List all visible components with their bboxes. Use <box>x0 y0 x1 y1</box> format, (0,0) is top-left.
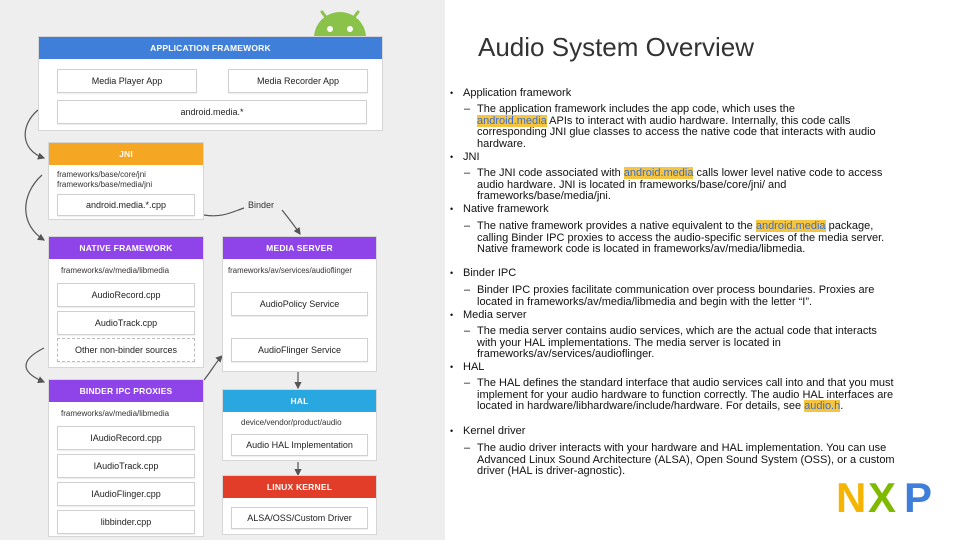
i-audio-track-cpp: IAudioTrack.cpp <box>57 454 195 478</box>
bullet-heading: Kernel driver <box>463 425 526 437</box>
bullet-heading: Application framework <box>463 87 572 99</box>
nxp-logo <box>836 474 944 516</box>
audio-record-cpp: AudioRecord.cpp <box>57 283 195 307</box>
jni-box <box>48 142 204 220</box>
linux-kernel-box <box>222 475 377 535</box>
sub-text: package, calling Binder IPC proxies to access the audio-specific services of the media server. Native framework code is located in frameworks/av/media/libmedia. <box>477 220 885 256</box>
native-framework-title: NATIVE FRAMEWORK <box>49 237 203 259</box>
sub-text: The application framework includes the app code, which uses the <box>477 103 795 115</box>
media-player-app: Media Player App <box>57 69 197 93</box>
sub-binder-ipc: – Binder IPC proxies facilitate communication over process boundaries. Proxies are located in frameworks/av/media/libmedia and begin with the letter “I”. <box>464 285 896 309</box>
sub-text: . <box>840 400 844 413</box>
native-framework-box <box>48 236 204 368</box>
sub-kernel-driver: – The audio driver interacts with your hardware and HAL implementation. You can use Advanced Linux Sound Architecture (ALSA), Open Sound System (OSS), or a custom driver (HAL is driver-agnostic). <box>464 442 895 478</box>
android-media-link[interactable]: android.media <box>477 114 547 127</box>
binder-ipc-path: frameworks/av/media/libmedia <box>61 409 170 418</box>
audio-architecture-diagram <box>0 0 445 540</box>
hal-box <box>222 389 377 461</box>
sub-jni: – The JNI code associated with android.media calls lower level native code to access audio hardware. JNI is located in frameworks/base/core/jni/ and frameworks/base/media/jni. <box>464 167 883 203</box>
audio-track-cpp: AudioTrack.cpp <box>57 311 195 335</box>
media-server-box <box>222 236 377 372</box>
sub-text: The JNI code associated with <box>477 167 621 179</box>
svg-text:P: P <box>904 474 933 516</box>
application-framework-box <box>38 36 383 131</box>
bullet-heading: JNI <box>463 151 480 163</box>
sub-text: The native framework provides a native equivalent to the <box>477 220 753 232</box>
sub-text: calls lower level native code to access audio hardware. JNI is located in frameworks/base/core/jni/ and frameworks/base/media/jni. <box>477 167 883 203</box>
sub-hal: – The HAL defines the standard interface that audio services call into and that you must implement for your audio hardware to function correctly. The audio HAL interfaces are located in hardware/libhardware/include/hardware. For details, see audio.h. <box>464 377 894 413</box>
jni-path-media: frameworks/base/media/jni <box>57 180 153 189</box>
binder-ipc-proxies-title: BINDER IPC PROXIES <box>49 380 203 402</box>
bullet-heading: Media server <box>463 309 527 321</box>
audio-policy-service: AudioPolicy Service <box>231 292 368 316</box>
android-media-package: android.media.* <box>57 100 367 124</box>
other-non-binder-sources: Other non-binder sources <box>57 338 195 362</box>
bullet-heading: Binder IPC <box>463 267 517 279</box>
sub-media-server: – The media server contains audio services, which are the actual code that interacts with your HAL implementations. The media server is located in frameworks/av/services/audioflinger. <box>464 326 896 362</box>
android-media-cpp: android.media.*.cpp <box>57 194 195 216</box>
hal-path: device/vendor/product/audio <box>241 418 342 427</box>
native-framework-path: frameworks/av/media/libmedia <box>61 266 170 275</box>
jni-title: JNI <box>49 143 203 165</box>
audio-flinger-service: AudioFlinger Service <box>231 338 368 362</box>
bullet-heading: HAL <box>463 361 485 373</box>
svg-text:X: X <box>868 474 897 516</box>
android-media-link[interactable]: android.media <box>623 167 694 179</box>
hal-title: HAL <box>223 390 376 412</box>
sub-application-framework: – The application framework includes the app code, which uses the android.media APIs to interact with audio hardware. Internally, this code calls corresponding JNI glue classes to access the native code that interacts with audio hardware. <box>464 103 876 150</box>
sub-native-framework: – The native framework provides a native equivalent to the android.media package, calling Binder IPC proxies to access the audio-specific services of the media server. Native framework code is located in frameworks/av/media/libmedia. <box>464 220 885 256</box>
audio-h-link[interactable]: audio.h <box>804 400 841 413</box>
media-server-title: MEDIA SERVER <box>223 237 376 259</box>
bullet-heading: Native framework <box>463 203 549 215</box>
alsa-oss-custom-driver: ALSA/OSS/Custom Driver <box>231 507 368 529</box>
sub-text: Binder IPC proxies facilitate communication over process boundaries. Proxies are located in frameworks/av/media/libmedia and begin with the letter “I”. <box>477 284 875 308</box>
linux-kernel-title: LINUX KERNEL <box>223 476 376 498</box>
android-media-link[interactable]: android.media <box>755 220 826 232</box>
i-audio-record-cpp: IAudioRecord.cpp <box>57 426 195 450</box>
binder-label: Binder <box>248 200 275 210</box>
libbinder-cpp: libbinder.cpp <box>57 510 195 534</box>
svg-text:N: N <box>836 474 867 516</box>
application-framework-title: APPLICATION FRAMEWORK <box>39 37 382 59</box>
binder-ipc-proxies-box <box>48 379 204 537</box>
sub-text: The media server contains audio services, which are the actual code that interacts with your HAL implementations. The media server is located in frameworks/av/services/audioflinger. <box>477 325 877 361</box>
jni-path-core: frameworks/base/core/jni <box>57 170 146 179</box>
sub-text: The audio driver interacts with your hardware and HAL implementation. You can use Advanced Linux Sound Architecture (ALSA), Open Sound System (OSS), or a custom driver (HAL is driver-agnostic). <box>477 442 895 478</box>
sub-text: APIs to interact with audio hardware. Internally, this code calls corresponding JNI glue classes to access the native code that interacts with audio hardware. <box>477 114 876 150</box>
sub-text: The HAL defines the standard interface that audio services call into and that you must implement for your audio hardware to function correctly. The audio HAL interfaces are located in hardware/libhardware/include/hardware. For details, see <box>477 377 894 413</box>
i-audio-flinger-cpp: IAudioFlinger.cpp <box>57 482 195 506</box>
audio-hal-implementation: Audio HAL Implementation <box>231 434 368 456</box>
media-recorder-app: Media Recorder App <box>228 69 368 93</box>
page-title: Audio System Overview <box>478 32 754 62</box>
media-server-path: frameworks/av/services/audioflinger <box>228 266 352 275</box>
